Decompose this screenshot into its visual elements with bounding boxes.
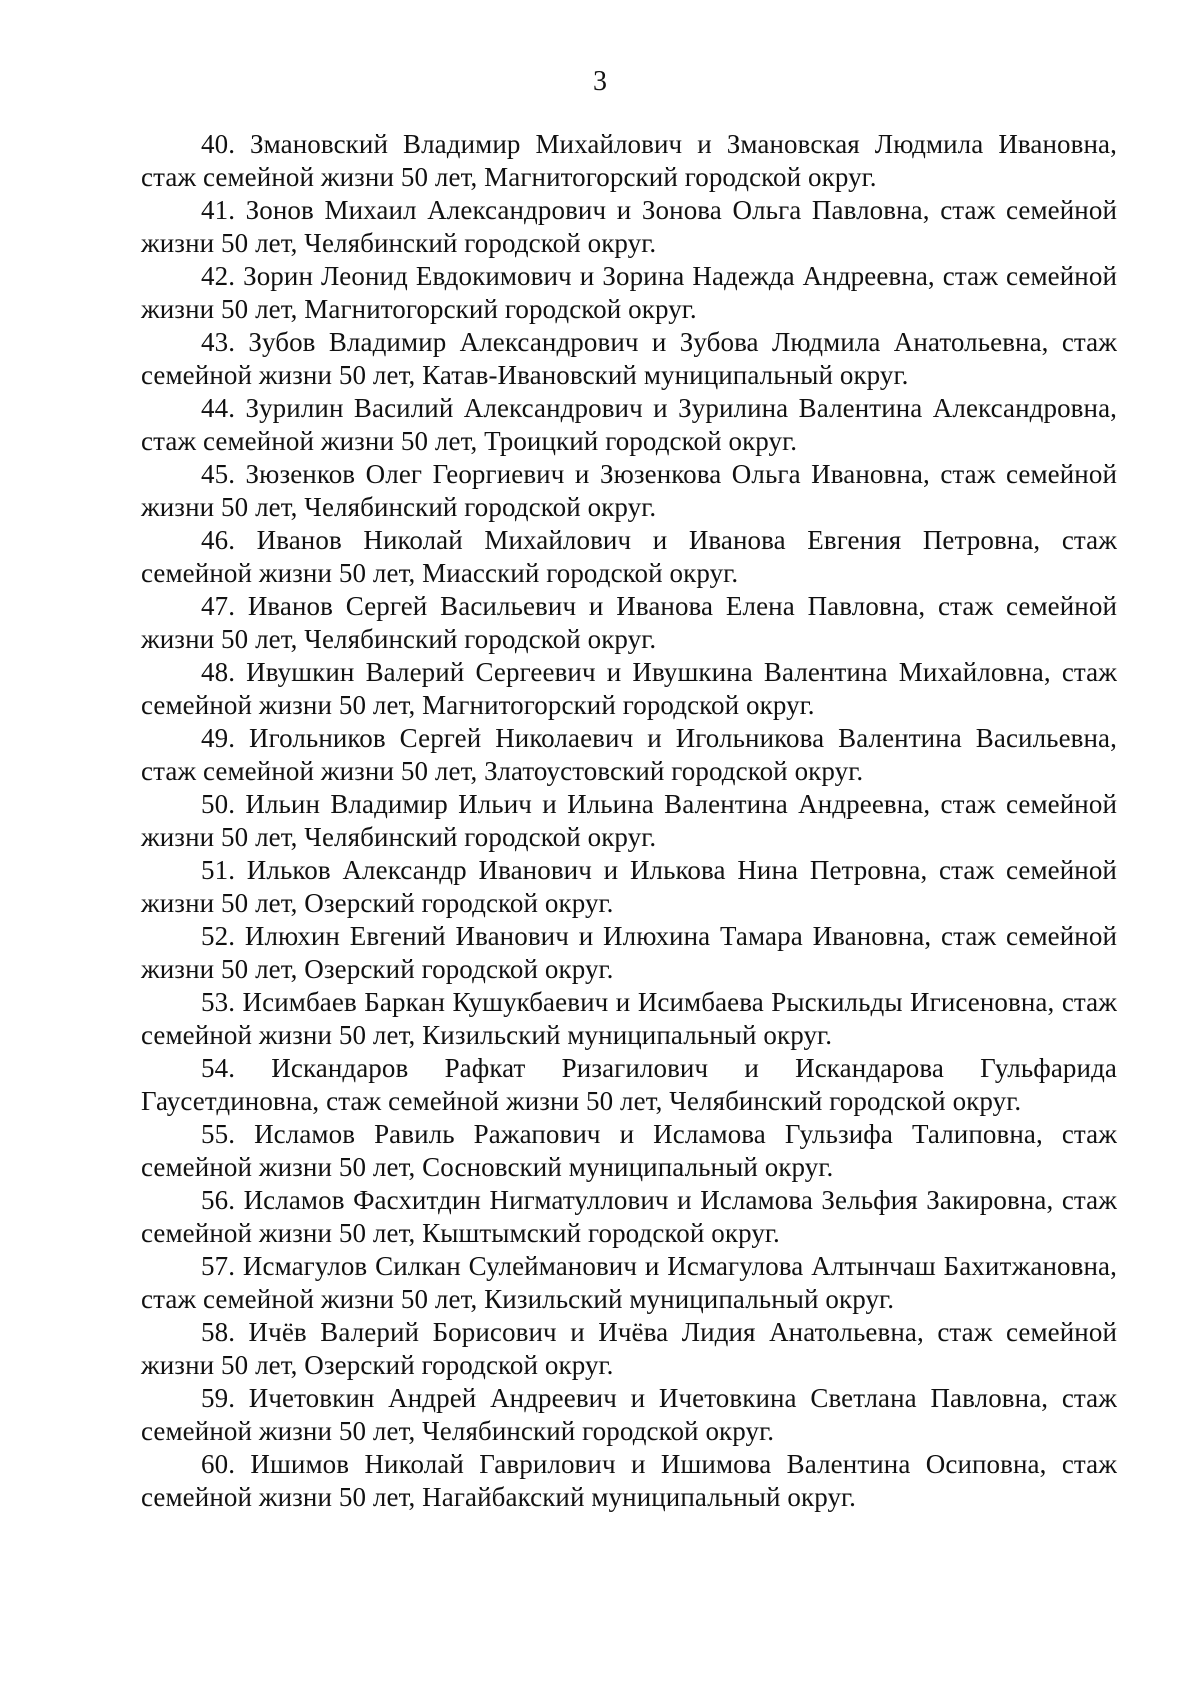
list-item: 52. Илюхин Евгений Иванович и Илюхина Тамара Ивановна, стаж семейной жизни 50 лет, Озерский городской округ. [141, 921, 1117, 984]
list-item: 40. Змановский Владимир Михайлович и Змановская Людмила Ивановна, стаж семейной жизни 50 лет, Магнитогорский городской округ. [141, 129, 1117, 192]
list-item: 56. Исламов Фасхитдин Нигматуллович и Исламова Зельфия Закировна, стаж семейной жизни 50 лет, Кыштымский городской округ. [141, 1185, 1117, 1248]
list-item: 47. Иванов Сергей Васильевич и Иванова Елена Павловна, стаж семейной жизни 50 лет, Челябинский городской округ. [141, 591, 1117, 654]
list-item: 55. Исламов Равиль Ражапович и Исламова Гульзифа Талиповна, стаж семейной жизни 50 лет, Сосновский муниципальный округ. [141, 1119, 1117, 1182]
list-item: 50. Ильин Владимир Ильич и Ильина Валентина Андреевна, стаж семейной жизни 50 лет, Челябинский городской округ. [141, 789, 1117, 852]
list-item: 59. Ичетовкин Андрей Андреевич и Ичетовкина Светлана Павловна, стаж семейной жизни 50 лет, Челябинский городской округ. [141, 1383, 1117, 1446]
list-item: 46. Иванов Николай Михайлович и Иванова Евгения Петровна, стаж семейной жизни 50 лет, Миасский городской округ. [141, 525, 1117, 588]
list-item: 51. Ильков Александр Иванович и Илькова Нина Петровна, стаж семейной жизни 50 лет, Озерский городской округ. [141, 855, 1117, 918]
list-item: 49. Игольников Сергей Николаевич и Игольникова Валентина Васильевна, стаж семейной жизни 50 лет, Златоустовский городской округ. [141, 723, 1117, 786]
list-item: 45. Зюзенков Олег Георгиевич и Зюзенкова Ольга Ивановна, стаж семейной жизни 50 лет, Челябинский городской округ. [141, 459, 1117, 522]
list-item: 58. Ичёв Валерий Борисович и Ичёва Лидия Анатольевна, стаж семейной жизни 50 лет, Озерский городской округ. [141, 1317, 1117, 1380]
list-item: 60. Ишимов Николай Гаврилович и Ишимова Валентина Осиповна, стаж семейной жизни 50 лет, Нагайбакский муниципальный округ. [141, 1449, 1117, 1512]
list-item: 53. Исимбаев Баркан Кушукбаевич и Исимбаева Рыскильды Игисеновна, стаж семейной жизни 50 лет, Кизильский муниципальный округ. [141, 987, 1117, 1050]
award-list [141, 128, 1117, 1514]
list-item: 48. Ивушкин Валерий Сергеевич и Ивушкина Валентина Михайловна, стаж семейной жизни 50 лет, Магнитогорский городской округ. [141, 657, 1117, 720]
list-item: 43. Зубов Владимир Александрович и Зубова Людмила Анатольевна, стаж семейной жизни 50 лет, Катав-Ивановский муниципальный округ. [141, 327, 1117, 390]
list-item: 44. Зурилин Василий Александрович и Зурилина Валентина Александровна, стаж семейной жизни 50 лет, Троицкий городской округ. [141, 393, 1117, 456]
list-item: 42. Зорин Леонид Евдокимович и Зорина Надежда Андреевна, стаж семейной жизни 50 лет, Магнитогорский городской округ. [141, 261, 1117, 324]
page-number: 3 [593, 66, 607, 97]
list-item: 57. Исмагулов Силкан Сулейманович и Исмагулова Алтынчаш Бахитжановна, стаж семейной жизни 50 лет, Кизильский муниципальный округ. [141, 1251, 1117, 1314]
list-item: 54. Искандаров Рафкат Ризагилович и Искандарова Гульфарида Гаусетдиновна, стаж семейной жизни 50 лет, Челябинский городской округ. [141, 1053, 1117, 1116]
list-item: 41. Зонов Михаил Александрович и Зонова Ольга Павловна, стаж семейной жизни 50 лет, Челябинский городской округ. [141, 195, 1117, 258]
